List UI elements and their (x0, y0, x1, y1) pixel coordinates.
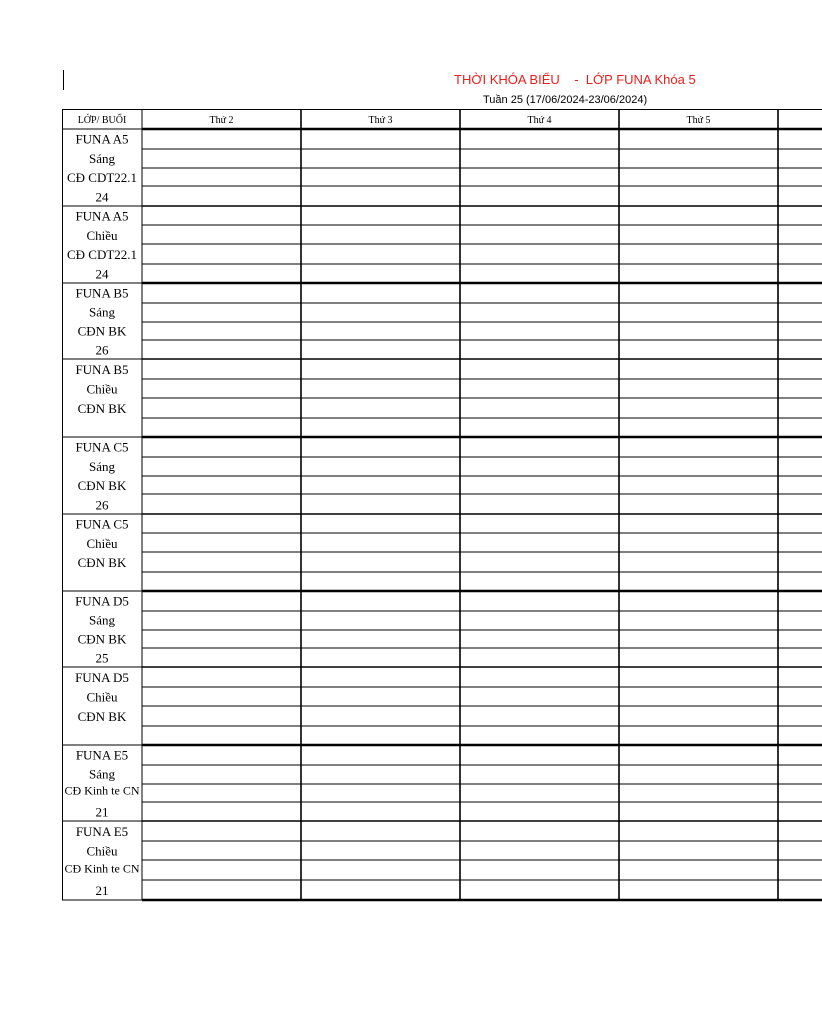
group-label-line: CĐ Kinh te CN (64, 861, 140, 876)
week-subtitle: Tuần 25 (17/06/2024-23/06/2024) (483, 94, 648, 106)
group-label-line: Sáng (89, 766, 115, 782)
header-day-2: Thứ 2 (209, 115, 234, 126)
group-label-line: 26 (95, 497, 109, 513)
group-label-line: Chiều (86, 689, 118, 705)
group-label-line: Sáng (89, 458, 115, 474)
header-day-4: Thứ 4 (527, 115, 552, 126)
header-day-5: Thứ 5 (686, 115, 711, 126)
group-label-line: FUNA B5 (75, 361, 129, 377)
group-label-line: 26 (95, 342, 109, 358)
group-label-line: FUNA D5 (75, 669, 129, 685)
group-label-line: Sáng (89, 150, 115, 166)
group-label-line: FUNA A5 (75, 131, 129, 147)
group-label-line: Sáng (89, 612, 115, 628)
group-label-line: CĐN BK (77, 400, 127, 416)
timetable (62, 109, 711, 902)
group-label-line: CĐ Kinh te CN (64, 783, 140, 798)
timetable-grid (62, 109, 822, 902)
group-label-line: 21 (95, 804, 109, 820)
group-label-line: Chiều (86, 381, 118, 397)
header-day-3: Thứ 3 (368, 115, 393, 126)
group-label-line: FUNA C5 (75, 516, 129, 532)
group-label-line: 25 (95, 650, 109, 666)
group-label-line: Chiều (86, 843, 118, 859)
group-label-line: FUNA A5 (75, 208, 129, 224)
group-label-line: CĐN BK (77, 555, 127, 571)
page-title: THỜI KHÓA BIỂU - LỚP FUNA Khóa 5 (454, 72, 696, 87)
group-label-line: CĐN BK (77, 478, 127, 494)
group-label-line: FUNA E5 (75, 747, 129, 763)
group-label-line: FUNA C5 (75, 439, 129, 455)
group-label-line: CĐN BK (77, 631, 127, 647)
group-label-line: CĐN BK (77, 708, 127, 724)
group-label-line: 24 (95, 189, 109, 205)
group-label-line: CĐ CDT22.1 (66, 170, 138, 186)
group-label-line: 24 (95, 266, 109, 282)
group-label-line: Chiều (86, 227, 118, 243)
group-label-line: 21 (95, 883, 109, 899)
group-label-line: FUNA E5 (75, 823, 129, 839)
group-label-line: Chiều (86, 535, 118, 551)
group-label-line: FUNA B5 (75, 285, 129, 301)
text-cursor (63, 70, 64, 90)
group-label-line: Sáng (89, 304, 115, 320)
group-label-line: CĐN BK (77, 323, 127, 339)
group-label-line: CĐ CDT22.1 (66, 247, 138, 263)
group-label-line: FUNA D5 (75, 593, 129, 609)
header-class-col: LỚP/ BUỔI (77, 115, 127, 126)
